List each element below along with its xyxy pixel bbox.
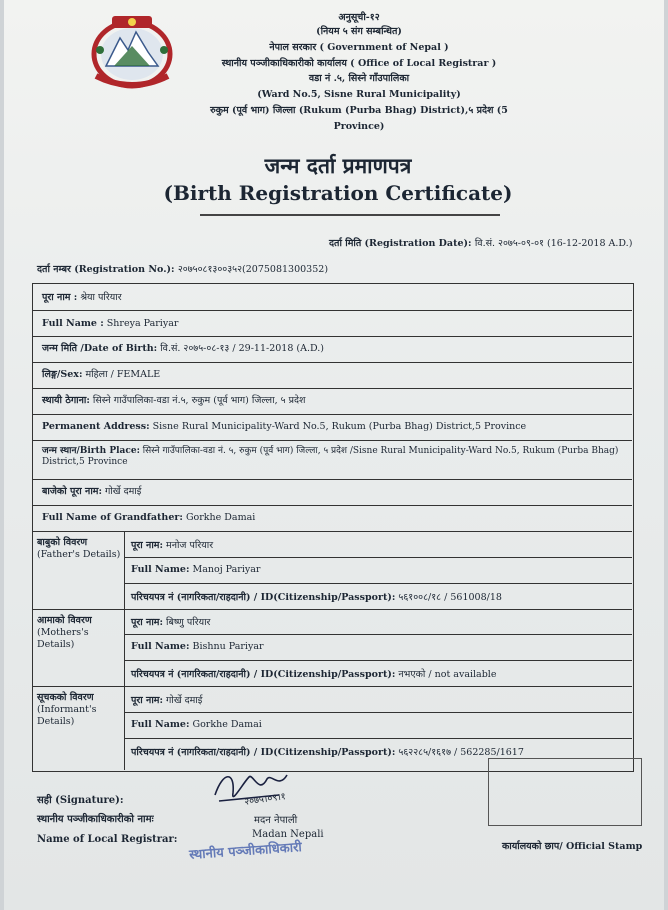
sub-row-divider <box>124 738 632 739</box>
father-group-english: (Father's Details) <box>37 548 121 560</box>
name-nepali-label: पूरा नाम : <box>42 292 78 303</box>
mother-full-name-row <box>131 641 264 652</box>
permanent-address-nepali-label: स्थायी ठेगाना: <box>42 395 90 406</box>
certificate-title-english: (Birth Registration Certificate) <box>163 181 513 205</box>
father-full-name-row <box>131 564 260 575</box>
father-full-name-value: Manoj Pariyar <box>192 564 261 575</box>
row-divider <box>32 362 632 363</box>
registration-number-value: २०७५०८१३००३५२(2075081300352) <box>177 264 329 275</box>
title-underline <box>200 214 500 216</box>
registrar-name-nepali: मदन नेपाली <box>254 815 298 826</box>
ward-english: (Ward No.5, Sisne Rural Municipality) <box>257 89 461 100</box>
name-nepali-row <box>32 292 632 304</box>
full-name-row <box>32 318 632 330</box>
sex-label: लिङ्ग/Sex: <box>42 369 83 380</box>
row-divider <box>32 414 632 415</box>
father-name-nepali-row <box>131 538 213 551</box>
grandfather-nepali-value: गोर्खे दमाई <box>105 486 142 497</box>
father-details-group <box>37 537 121 561</box>
informant-group-nepali: सूचकको विवरण <box>37 692 94 703</box>
province-line: Province) <box>333 121 385 132</box>
official-stamp-box <box>488 758 642 826</box>
sub-row-divider <box>124 583 632 584</box>
informant-id-label: परिचयपत्र नं (नागरिकता/राहदानी) / ID(Citizenship/Passport): <box>131 747 396 758</box>
row-divider <box>32 531 632 532</box>
mother-id-value: नभएको / not available <box>398 669 497 680</box>
informant-name-nepali-label: पूरा नाम: <box>131 695 163 706</box>
mother-group-english: (Mothers's Details) <box>37 626 89 650</box>
schedule-number: अनुसूची-१२ <box>338 12 380 23</box>
sub-row-divider <box>124 712 632 713</box>
father-full-name-label: Full Name: <box>131 564 190 575</box>
registrar-name: Madan Nepali <box>252 829 324 840</box>
informant-name-nepali-value: गोर्खे दमाई <box>166 695 203 706</box>
full-name-label: Full Name : <box>42 318 104 329</box>
informant-full-name-value: Gorkhe Damai <box>192 719 262 730</box>
mother-name-nepali-label: पूरा नाम: <box>131 617 163 628</box>
grandfather-nepali-label: बाजेको पूरा नाम: <box>42 486 102 497</box>
birth-place-row <box>32 446 632 469</box>
sub-row-divider <box>124 660 632 661</box>
registration-date <box>329 236 632 249</box>
sub-row-divider <box>124 557 632 558</box>
sex-value: महिला / FEMALE <box>85 369 161 380</box>
details-table <box>32 283 634 772</box>
mother-name-nepali-value: बिष्णु परियार <box>166 617 211 628</box>
rule-reference: (नियम ५ संग सम्बन्धित) <box>316 26 402 37</box>
father-name-nepali-value: मनोज परियार <box>166 540 214 551</box>
row-divider <box>32 479 632 480</box>
grandfather-value: Gorkhe Damai <box>185 512 256 523</box>
sub-row-divider <box>124 634 632 635</box>
official-stamp-label: कार्यालयको छाप/ Official Stamp <box>502 841 643 852</box>
mother-full-name-value: Bishnu Pariyar <box>192 641 264 652</box>
mother-full-name-label: Full Name: <box>131 641 190 652</box>
registration-date-value: वि.सं. २०७५-०९-०१ (16-12-2018 A.D.) <box>474 238 633 249</box>
permanent-address-nepali-value: सिस्ने गाउँपालिका-वडा नं.५, रुकुम (पूर्व भाग) जिल्ला, ५ प्रदेश <box>92 395 306 406</box>
informant-id-value: ५६२२८५/१६१७ / 562285/1617 <box>398 747 524 758</box>
father-id-label: परिचयपत्र नं (नागरिकता/राहदानी) / ID(Citizenship/Passport): <box>131 592 396 603</box>
full-name-value: Shreya Pariyar <box>106 318 179 329</box>
grandfather-label: Full Name of Grandfather: <box>42 512 183 523</box>
informant-full-name-row <box>131 719 262 730</box>
registration-date-label: दर्ता मिति (Registration Date): <box>329 238 472 249</box>
registration-number-label: दर्ता नम्बर (Registration No.): <box>37 264 175 275</box>
registrar-label-nepali: स्थानीय पञ्जीकाधिकारीको नामः <box>37 814 154 825</box>
birth-place-label: जन्म स्थान/Birth Place: <box>42 446 140 456</box>
district-line: रुकुम (पूर्व भाग) जिल्ला (Rukum (Purba Bhag) District),५ प्रदेश (5 <box>210 105 508 116</box>
informant-details-group <box>37 692 121 728</box>
permanent-address-row <box>32 421 632 433</box>
mother-group-nepali: आमाको विवरण <box>37 615 92 626</box>
informant-name-nepali-row <box>131 693 202 706</box>
certificate-paper <box>4 0 664 910</box>
sex-row <box>32 369 632 381</box>
informant-id-row <box>131 745 524 758</box>
office-name: स्थानीय पञ्जीकाधिकारीको कार्यालय ( Office of Local Registrar ) <box>221 58 497 69</box>
father-name-nepali-label: पूरा नाम: <box>131 540 163 551</box>
registrar-label: Name of Local Registrar: <box>37 834 178 845</box>
father-id-value: ५६१००८/१८ / 561008/18 <box>398 592 502 603</box>
dob-row <box>32 343 632 355</box>
grandfather-nepali-row <box>32 486 632 498</box>
dob-value: वि.सं. २०७५-०८-१३ / 29-11-2018 (A.D.) <box>160 343 324 354</box>
certificate-title-nepali: जन्म दर्ता प्रमाणपत्र <box>264 153 412 178</box>
permanent-address-label: Permanent Address: <box>42 421 150 432</box>
permanent-address-value: Sisne Rural Municipality-Ward No.5, Rukum (Purba Bhag) District,5 Province <box>152 421 527 432</box>
government-name: नेपाल सरकार ( Government of Nepal ) <box>269 42 449 53</box>
permanent-address-nepali-row <box>32 395 632 407</box>
informant-full-name-label: Full Name: <box>131 719 190 730</box>
row-divider <box>32 609 632 610</box>
row-divider <box>32 336 632 337</box>
informant-group-english: (Informant's Details) <box>37 703 97 727</box>
registration-number <box>37 262 328 275</box>
father-id-row <box>131 590 502 603</box>
dob-label: जन्म मिति /Date of Birth: <box>42 343 158 354</box>
ward-nepali: वडा नं .५, सिस्ने गाँउपालिका <box>308 73 410 84</box>
birth-place-value: सिस्ने गाउँपालिका-वडा नं. ५, रुकुम (पूर्व भाग) जिल्ला, ५ प्रदेश /Sisne Rural Municipality-Ward No.5, Rukum (Purba Bhag) District,5 Province <box>42 446 619 468</box>
row-divider <box>32 310 632 311</box>
signature-date: २०७५।०९।१ <box>243 791 287 808</box>
name-nepali-value: श्रेया परियार <box>80 292 122 303</box>
father-group-nepali: बाबुको विवरण <box>37 537 88 548</box>
mother-details-group <box>37 615 121 651</box>
grandfather-row <box>32 512 632 524</box>
column-divider <box>124 531 125 770</box>
mother-id-row <box>131 667 496 680</box>
registrar-stamp-text: स्थानीय पञ्जीकाधिकारी <box>188 840 303 863</box>
mother-id-label: परिचयपत्र नं (नागरिकता/राहदानी) / ID(Citizenship/Passport): <box>131 669 396 680</box>
signature-label: सही (Signature): <box>37 795 124 806</box>
mother-name-nepali-row <box>131 615 210 628</box>
row-divider <box>32 440 632 441</box>
row-divider <box>32 686 632 687</box>
row-divider <box>32 505 632 506</box>
row-divider <box>32 388 632 389</box>
nepal-emblem-icon <box>88 10 176 90</box>
